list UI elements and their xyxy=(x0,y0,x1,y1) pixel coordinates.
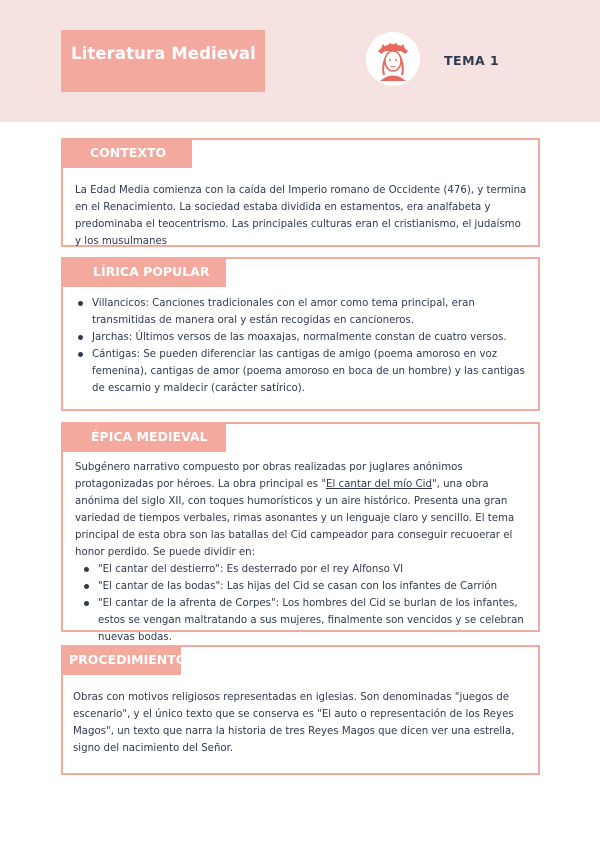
list-item: "El cantar de la afrenta de Corpes": Los hombres del Cid se burlan de los infantes, estos se vengan maltratando a sus mujeres, finalmente son vencidos y se celebran nuevas bodas. xyxy=(75,595,530,646)
epica-intro-start: Subgénero narrativo compuesto por obras realizadas por juglares anónimos protagonizadas por héroes. La obra principal es " xyxy=(75,462,463,490)
procedimiento-text xyxy=(73,689,530,757)
epica-body xyxy=(75,459,530,646)
epica-card xyxy=(61,422,540,643)
contexto-heading: CONTEXTO xyxy=(61,138,192,168)
title-box xyxy=(61,30,265,92)
procedimiento-card xyxy=(61,645,540,775)
procedimiento-heading: PROCEDIMIENTO xyxy=(61,645,181,675)
lirica-card xyxy=(61,257,540,411)
page-title: Literatura Medieval xyxy=(71,44,256,63)
contexto-paragraph: La Edad Media comienza con la caída del Imperio romano de Occidente (476), y termina en el Renacimiento. La sociedad estaba dividida en estamentos, era analfabeta y predominaba el teocentrismo. Las principales culturas eran el cristianismo, el judaísmo y los musulmanes xyxy=(75,185,527,247)
list-item: Jarchas: Últimos versos de las moaxajas, normalmente constan de cuatro versos. xyxy=(75,329,530,346)
tema-label: TEMA 1 xyxy=(444,53,500,68)
list-item: Villancicos: Canciones tradicionales con el amor como tema principal, eran transmitidas de manera oral y están recogidas en cancioneros. xyxy=(75,295,530,329)
lirica-list xyxy=(75,295,530,397)
epica-intro xyxy=(75,459,530,561)
epica-parts-list xyxy=(75,561,530,646)
list-item: "El cantar de las bodas": Las hijas del Cid se casan con los infantes de Carrión xyxy=(75,578,530,595)
lirica-heading: LÍRICA POPULAR xyxy=(61,257,226,287)
list-item: "El cantar del destierro": Es desterrado por el rey Alfonso VI xyxy=(75,561,530,578)
medieval-portrait-icon xyxy=(366,32,420,86)
lirica-list-wrap xyxy=(75,295,530,397)
epica-intro-end: ", una obra anónima del siglo XII, con toques humorísticos y un aire histórico. Presenta una gran variedad de tiempos verbales, rimas asonantes y un lenguaje claro y sencillo. El tema principal de esta obra son las batallas del Cid campeador para conseguir recuoerar el honor perdido. Se puede dividir en: xyxy=(75,479,515,558)
epica-heading: ÉPICA MEDIEVAL xyxy=(61,422,226,452)
contexto-text xyxy=(75,182,530,250)
contexto-card xyxy=(61,138,540,247)
procedimiento-paragraph: Obras con motivos religiosos representadas en iglesias. Son denominadas "juegos de escenario", y el único texto que se conserva es "El auto o representación de los Reyes Magos", un texto que narra la historia de tres Reyes Magos que dicen ver una estrella, signo del nacimiento del Señor. xyxy=(73,692,515,754)
epica-work-title: El cantar del mío Cid xyxy=(326,479,432,490)
list-item: Cántigas: Se pueden diferenciar las cantigas de amigo (poema amoroso en voz femenina), cantigas de amor (poema amoroso en boca de un hombre) y las cantigas de escarnio y maldecir (carácter satírico). xyxy=(75,346,530,397)
